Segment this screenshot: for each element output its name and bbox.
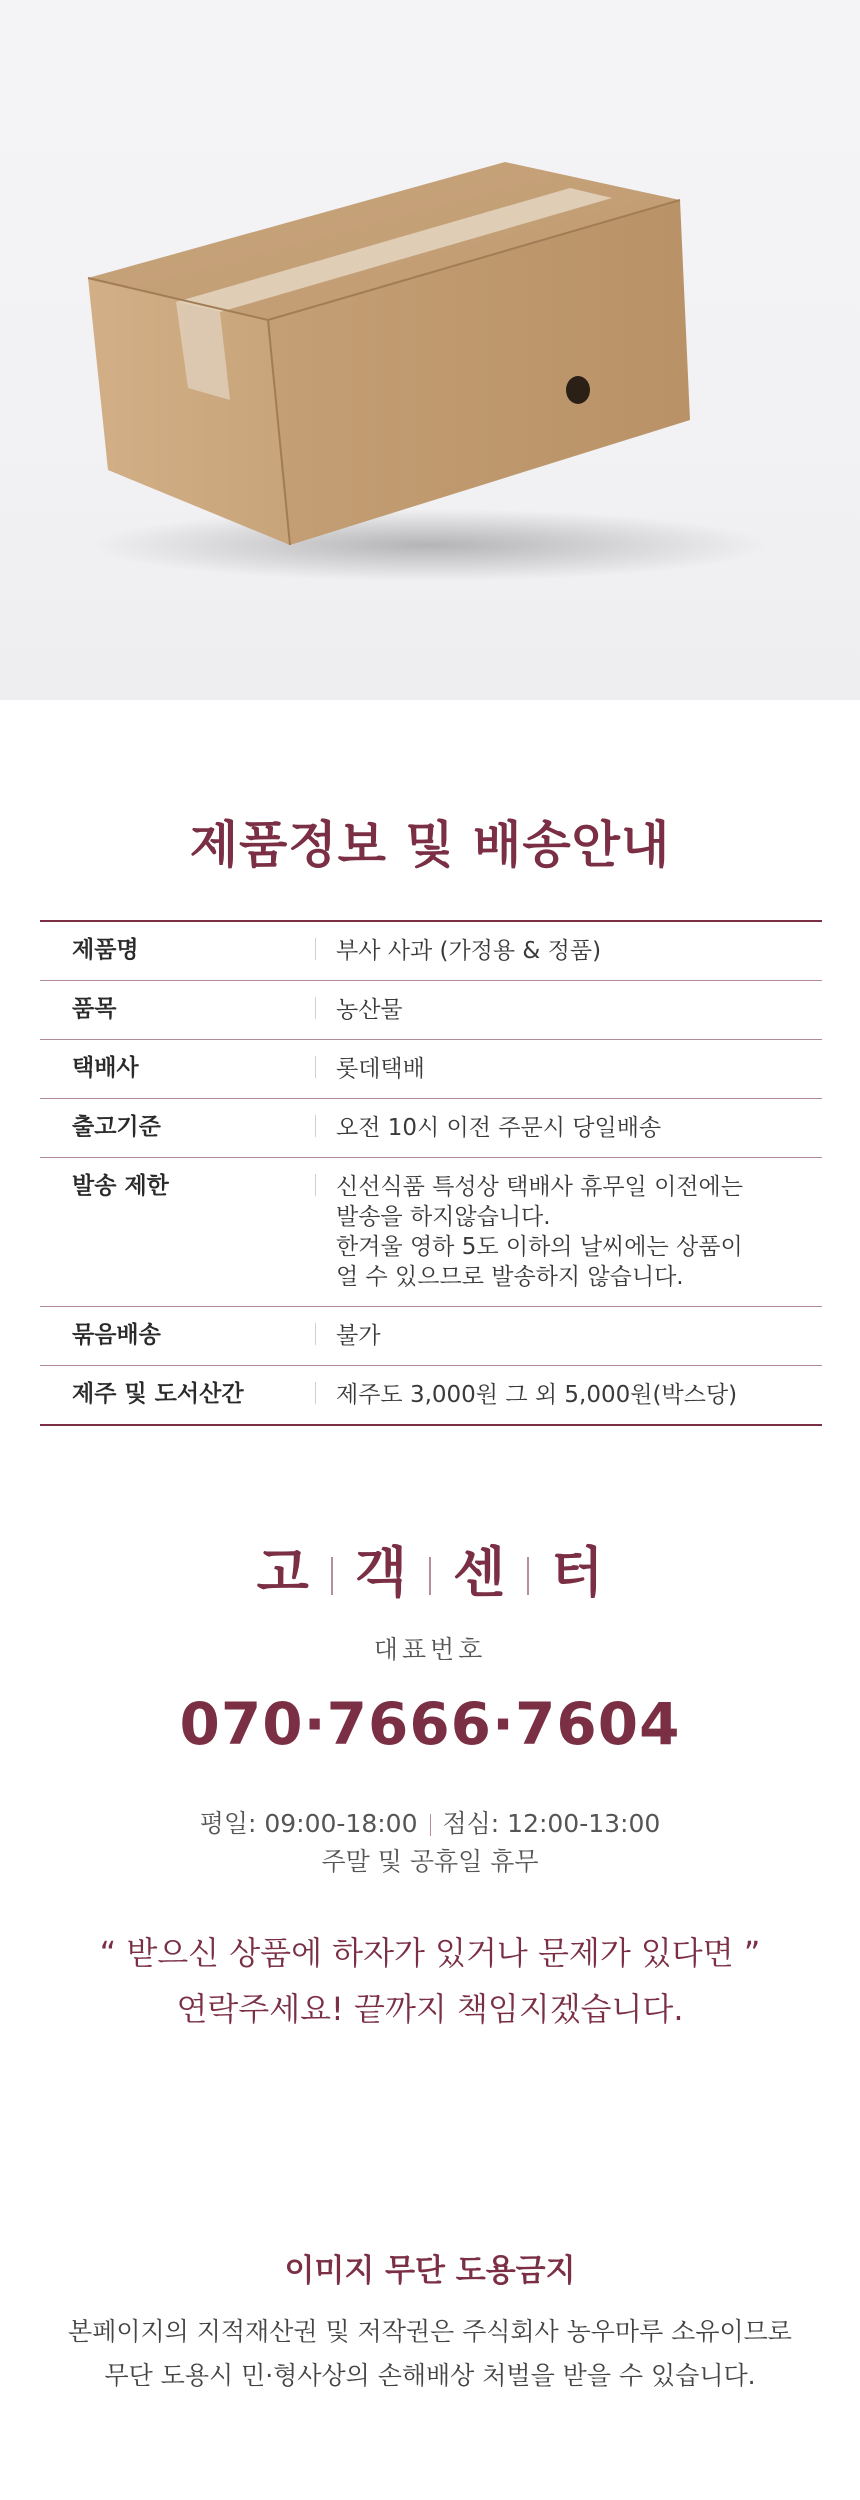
spec-label: 택배사 [72,1055,139,1081]
table-row [40,1307,822,1366]
spec-value-line: 한겨울 영하 5도 이하의 날씨에는 상품이 [336,1234,743,1260]
spec-value-line: 농산물 [336,997,403,1023]
copyright-line-1: 본페이지의 지적재산권 및 저작권은 주식회사 농우마루 소유이므로 [68,2317,792,2346]
quote-line-2: 연락주세요! 끝까지 책임지겠습니다. [176,1990,684,2028]
copyright-notice [0,2310,860,2398]
title-divider [429,1557,431,1595]
spec-value-line: 롯데택배 [336,1056,425,1082]
cs-title-char: 고 [256,1541,309,1604]
cs-title-char: 객 [354,1541,407,1604]
spec-label: 제품명 [72,937,139,963]
spec-value-line: 부사 사과 (가정용 & 정품) [336,938,602,964]
spec-label: 품목 [72,996,117,1022]
column-divider [312,1307,336,1365]
spec-value [336,1307,822,1365]
spec-value [336,922,822,980]
product-spec-table [40,920,822,1426]
holiday-notice: 주말 및 공휴일 휴무 [321,1847,539,1876]
spec-value-line: 발송을 하지않습니다. [336,1204,551,1230]
column-divider [312,1099,336,1157]
product-info-title: 제품정보 및 배송안내 [189,816,671,874]
table-row [40,1099,822,1158]
table-row [40,1366,822,1426]
spec-value-line: 불가 [336,1323,381,1349]
hours-divider [430,1814,431,1836]
spec-value-line: 얼 수 있으므로 발송하지 않습니다. [336,1264,684,1290]
title-divider [331,1557,333,1595]
info-section [0,700,860,2500]
cardboard-box-image [0,0,860,700]
spec-label: 묶음배송 [72,1322,161,1348]
promise-quote [0,1925,860,2037]
copyright-line-2: 무단 도용시 민·형사상의 손해배상 처벌을 받을 수 있습니다. [104,2361,756,2390]
spec-value-line: 신선식품 특성상 택배사 휴무일 이전에는 [336,1174,743,1200]
table-row [40,922,822,981]
representative-number-label: 대표번호 [373,1635,487,1664]
cs-title-char: 터 [551,1541,604,1604]
column-divider [312,922,336,980]
column-divider [312,1366,336,1424]
hours-line [0,1805,860,1843]
table-row [40,981,822,1040]
spec-label: 발송 제한 [72,1173,169,1199]
spec-value [336,1099,822,1157]
column-divider [312,1158,336,1306]
spec-value [336,1040,822,1098]
customer-center-title [0,1530,860,1607]
copyright-title: 이미지 무단 도용금지 [284,2253,576,2289]
quote-line-1: “ 받으신 상품에 하자가 있거나 문제가 있다면 ” [99,1934,761,1972]
phone-number[interactable]: 070·7666·7604 [179,1690,681,1758]
table-row [40,1158,822,1307]
title-divider [527,1557,529,1595]
column-divider [312,981,336,1039]
spec-value-line: 제주도 3,000원 그 외 5,000원(박스당) [336,1382,738,1408]
weekday-hours: 평일: 09:00-18:00 [199,1809,418,1838]
cs-title-char: 센 [453,1541,506,1604]
spec-label: 출고기준 [72,1114,161,1140]
table-row [40,1040,822,1099]
spec-label: 제주 및 도서산간 [72,1381,244,1407]
spec-value [336,1158,822,1306]
spec-value [336,1366,822,1424]
business-hours [0,1805,860,1881]
column-divider [312,1040,336,1098]
spec-value-line: 오전 10시 이전 주문시 당일배송 [336,1115,662,1141]
spec-value [336,981,822,1039]
product-box-photo [0,0,860,700]
lunch-hours: 점심: 12:00-13:00 [442,1809,661,1838]
